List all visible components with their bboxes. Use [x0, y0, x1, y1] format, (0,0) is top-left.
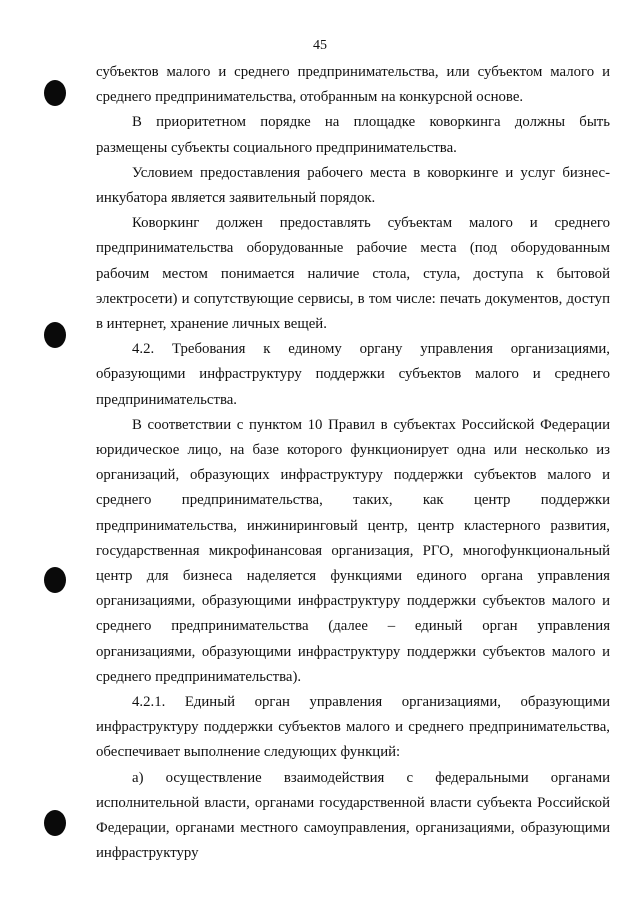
- section-heading: 4.2.1. Единый орган управления организациями, образующими инфраструктуру поддержки субъектов малого и среднего предпринимательства, обеспечивает выполнение следующих функций:: [96, 694, 610, 761]
- document-body: [96, 60, 610, 867]
- paragraph: В соответствии с пунктом 10 Правил в субъектах Российской Федерации юридическое лицо, на базе которого функционирует одна или несколько из организаций, образующих инфраструктуру поддержки субъектов малого и среднего предпринимательства, таких, как центр поддержки предпринимательства, инжиниринговый центр, центр кластерного развития, государственная микрофинансовая организация, РГО, многофункциональный центр для бизнеса наделяется функциями единого органа управления организациями, образующими инфраструктуру поддержки субъектов малого и среднего предпринимательства (далее – единый орган управления организациями, образующими инфраструктуру поддержки субъектов малого и среднего предпринимательства).: [96, 416, 610, 685]
- section-heading: 4.2. Требования к единому органу управления организациями, образующими инфраструктуру поддержки субъектов малого и среднего предпринимательства.: [96, 341, 610, 408]
- binder-hole: [44, 80, 66, 106]
- paragraph: субъектов малого и среднего предпринимательства, или субъектом малого и среднего предпринимательства, отобранным на конкурсной основе.: [96, 64, 610, 106]
- binder-hole: [44, 567, 66, 593]
- paragraph: В приоритетном порядке на площадке коворкинга должны быть размещены субъекты социального предпринимательства.: [96, 114, 610, 156]
- page-number: 45: [313, 38, 327, 53]
- binder-hole: [44, 322, 66, 348]
- binder-hole: [44, 810, 66, 836]
- paragraph: Коворкинг должен предоставлять субъектам малого и среднего предпринимательства оборудованные рабочие места (под оборудованным рабочим местом понимается наличие стола, стула, доступа к бытовой электросети) и сопутствующие сервисы, в том числе: печать документов, доступ в интернет, хранение личных вещей.: [96, 215, 610, 333]
- paragraph: а) осуществление взаимодействия с федеральными органами исполнительной власти, органами государственной власти субъекта Российской Федерации, органами местного самоуправления, организациями, образующими инфраструктуру: [96, 769, 610, 862]
- paragraph: Условием предоставления рабочего места в коворкинге и услуг бизнес-инкубатора является заявительный порядок.: [96, 164, 610, 207]
